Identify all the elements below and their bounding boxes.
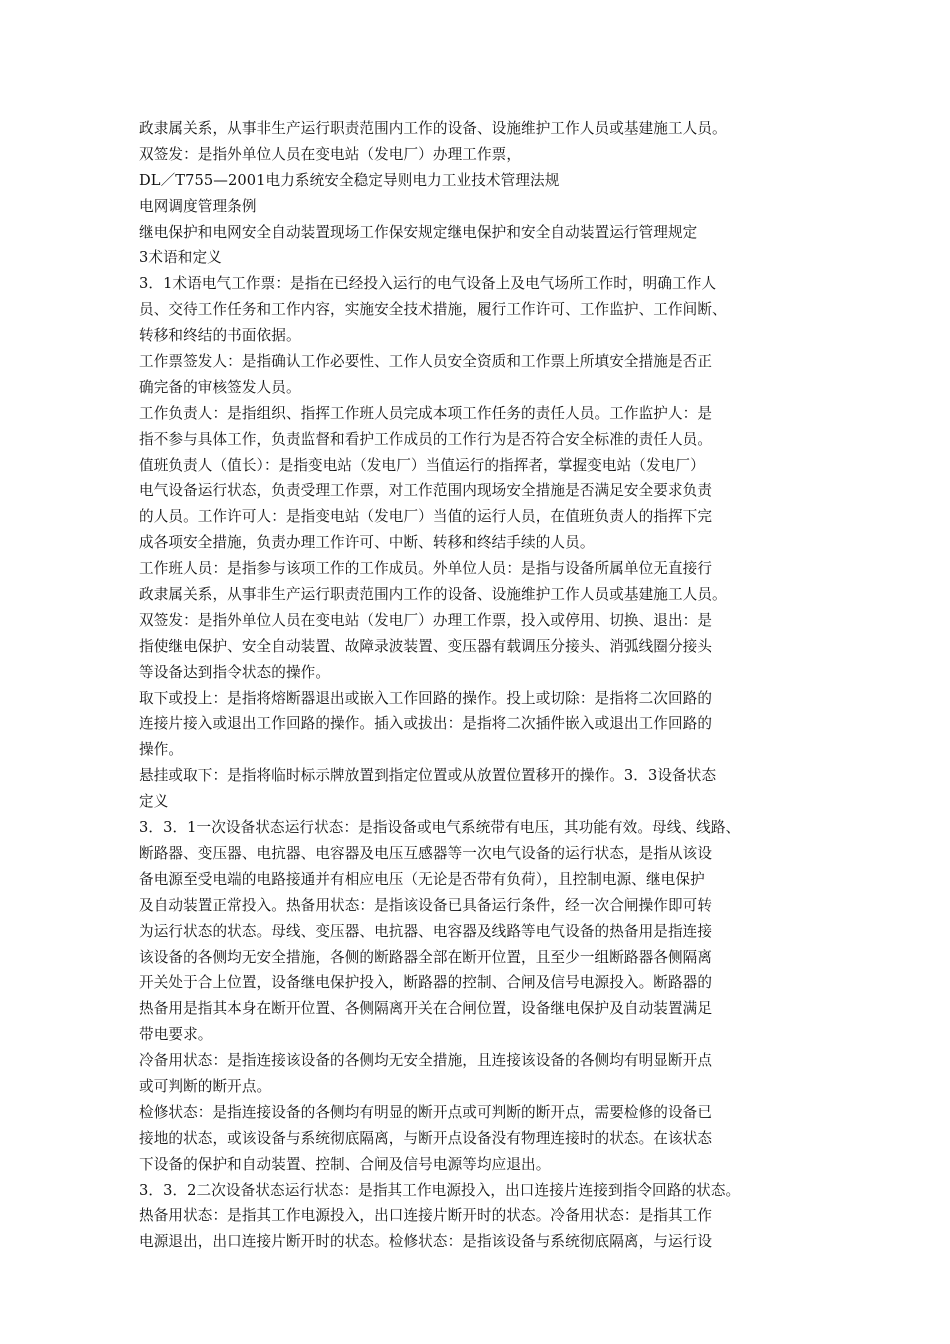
document-page (139, 116, 839, 1255)
text-line: 操作。 (139, 741, 184, 759)
text-line: 双签发：是指外单位人员在变电站（发电厂）办理工作票， (139, 145, 522, 163)
text-line: 继电保护和电网安全自动装置现场工作保安规定继电保护和安全自动装置运行管理规定 (139, 223, 698, 241)
text-line: 热备用状态：是指其工作电源投入，出口连接片断开时的状态。冷备用状态：是指其工作 (139, 1207, 713, 1225)
text-line: 该设备的各侧均无安全措施，各侧的断路器全部在断开位置，且至少一组断路器各侧隔离 (139, 948, 713, 966)
text-line: 或可判断的断开点。 (139, 1077, 272, 1095)
text-line: 带电要求。 (139, 1026, 213, 1044)
text-line: 开关处于合上位置，设备继电保护投入，断路器的控制、合闸及信号电源投入。断路器的 (139, 974, 713, 992)
text-line: 成各项安全措施，负责办理工作许可、中断、转移和终结手续的人员。 (139, 534, 595, 552)
text-line: 电气设备运行状态，负责受理工作票，对工作范围内现场安全措施是否满足安全要求负责 (139, 482, 713, 500)
text-line: 断路器、变压器、电抗器、电容器及电压互感器等一次电气设备的运行状态，是指从该设 (139, 844, 713, 862)
text-line: 指不参与具体工作，负责监督和看护工作成员的工作行为是否符合安全标准的责任人员。 (139, 430, 713, 448)
text-line: 政隶属关系，从事非生产运行职责范围内工作的设备、设施维护工作人员或基建施工人员。 (139, 586, 727, 604)
text-line: 取下或投上：是指将熔断器退出或嵌入工作回路的操作。投上或切除：是指将二次回路的 (139, 689, 713, 707)
text-line: 指使继电保护、安全自动装置、故障录波装置、变压器有载调压分接头、消弧线圈分接头 (139, 637, 713, 655)
text-line: 电源退出，出口连接片断开时的状态。检修状态：是指该设备与系统彻底隔离，与运行设 (139, 1233, 713, 1251)
text-line: 下设备的保护和自动装置、控制、合闸及信号电源等均应退出。 (139, 1155, 551, 1173)
text-line: 悬挂或取下：是指将临时标示牌放置到指定位置或从放置位置移开的操作。3．3设备状态 (139, 767, 717, 785)
text-line: 及自动装置正常投入。热备用状态：是指该设备已具备运行条件，经一次合闸操作即可转 (139, 896, 713, 914)
text-line: 的人员。工作许可人：是指变电站（发电厂）当值的运行人员，在值班负责人的指挥下完 (139, 508, 713, 526)
text-line: 3．3．2二次设备状态运行状态：是指其工作电源投入，出口连接片连接到指令回路的状态。 (139, 1181, 741, 1199)
text-line: 转移和终结的书面依据。 (139, 327, 301, 345)
text-line: 确完备的审核签发人员。 (139, 378, 301, 396)
text-line: 3．1术语电气工作票：是指在已经投入运行的电气设备上及电气场所工作时，明确工作人 (139, 275, 717, 293)
text-line: 工作票签发人：是指确认工作必要性、工作人员安全资质和工作票上所填安全措施是否正 (139, 353, 713, 371)
text-line: 工作班人员：是指参与该项工作的工作成员。外单位人员：是指与设备所属单位无直接行 (139, 560, 713, 578)
text-line: 定义 (139, 793, 169, 811)
text-line: 连接片接入或退出工作回路的操作。插入或拔出：是指将二次插件嵌入或退出工作回路的 (139, 715, 713, 733)
text-line: 冷备用状态：是指连接该设备的各侧均无安全措施，且连接该设备的各侧均有明显断开点 (139, 1052, 713, 1070)
text-line: 为运行状态的状态。母线、变压器、电抗器、电容器及线路等电气设备的热备用是指连接 (139, 922, 713, 940)
text-line: 工作负责人：是指组织、指挥工作班人员完成本项工作任务的责任人员。工作监护人：是 (139, 404, 713, 422)
text-line: 检修状态：是指连接设备的各侧均有明显的断开点或可判断的断开点，需要检修的设备已 (139, 1103, 713, 1121)
text-line: 值班负责人（值长）：是指变电站（发电厂）当值运行的指挥者，掌握变电站（发电厂） (139, 456, 705, 474)
text-line: 热备用是指其本身在断开位置、各侧隔离开关在合闸位置，设备继电保护及自动装置满足 (139, 1000, 713, 1018)
text-line: 员、交待工作任务和工作内容，实施安全技术措施，履行工作许可、工作监护、工作间断、 (139, 301, 727, 319)
text-line: 接地的状态，或该设备与系统彻底隔离，与断开点设备没有物理连接时的状态。在该状态 (139, 1129, 713, 1147)
text-line: 政隶属关系，从事非生产运行职责范围内工作的设备、设施维护工作人员或基建施工人员。 (139, 120, 727, 137)
text-line: 备电源至受电端的电路接通并有相应电压（无论是否带有负荷），且控制电源、继电保护 (139, 870, 705, 888)
text-line: 等设备达到指令状态的操作。 (139, 663, 331, 681)
text-line: 双签发：是指外单位人员在变电站（发电厂）办理工作票，投入或停用、切换、退出：是 (139, 611, 713, 629)
text-line: 电网调度管理条例 (139, 197, 257, 215)
text-line: 3．3．1一次设备状态运行状态：是指设备或电气系统带有电压，其功能有效。母线、线路、 (139, 819, 741, 837)
text-line: DL／T755—2001电力系统安全稳定导则电力工业技术管理法规 (139, 171, 560, 189)
section-heading: 3术语和定义 (139, 249, 222, 267)
